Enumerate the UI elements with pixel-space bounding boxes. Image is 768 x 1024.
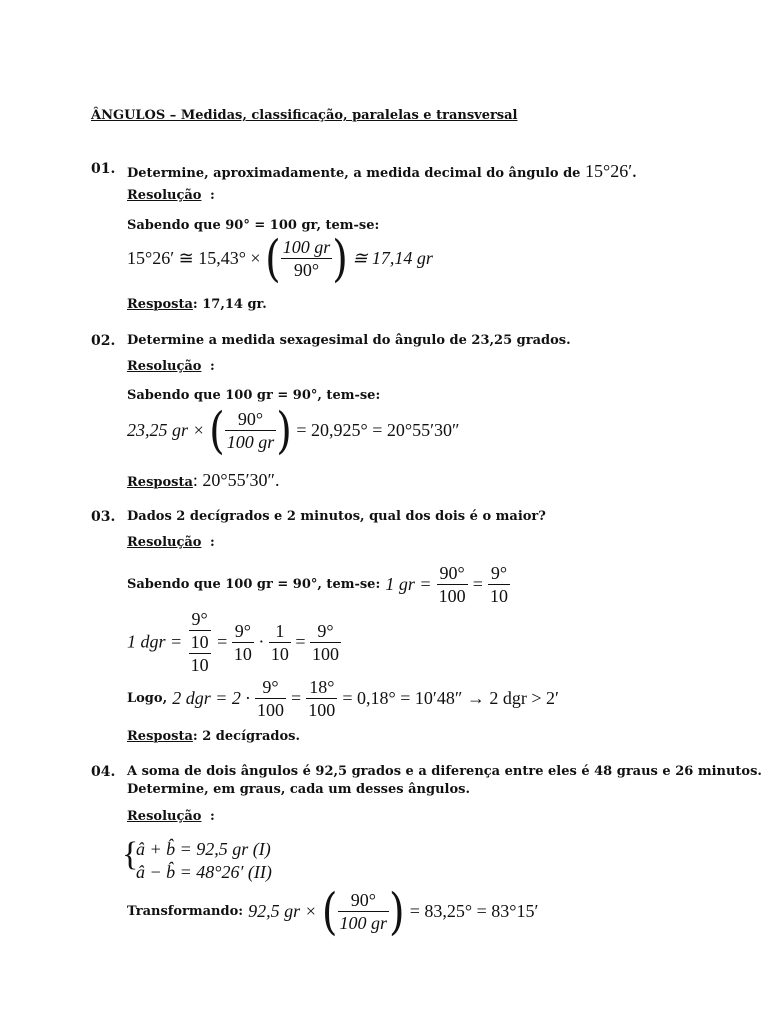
answer-value: : 17,14 gr. [192,297,267,312]
dot-operator: · [258,631,265,652]
answer-value: : 2 decígrados. [192,729,300,744]
nested-fraction: 9° 10 10 [190,609,209,675]
eq-left: 1 dgr = [127,631,183,652]
logo-label: Logo, [127,691,168,706]
step-2-equation: 1 dgr = 9° 10 10 = $\frac{9^\circ}{10}$ · $\frac{1}{10}$ = $\frac{9^\circ}{100}$ [127,609,339,675]
eq-left: 92,5 gr × [248,901,317,921]
answer-line [127,470,280,491]
fraction: $\frac{90^\circ}{100 gr}$ [226,409,275,452]
eq-left: 23,25 gr × [127,420,205,440]
fraction: $\frac{9^\circ}{10}$ [233,620,252,664]
answer-value: : 20°55′30″. [192,470,280,490]
step-1-equation [127,562,510,607]
angle-value: 15°26′ [585,161,633,181]
given-statement: Sabendo que 100 gr = 90°, tem-se: [127,388,381,403]
eq-left: 15°26′ ≅ 15,43° × [127,248,261,268]
fraction: $\frac{9^\circ}{100}$ [311,620,339,664]
resolution-label: Resolução [127,809,202,824]
eq-right: = 20,925° = 20°55′30″ [296,420,460,440]
given-value: 90° = 100 gr, tem-se: [225,218,380,233]
system-equation-2: â − b̂ = 48°26′ (II) [136,862,272,882]
fraction: $\frac{18^\circ}{100}$ [308,677,336,720]
fraction: $\frac{1}{10}$ [270,620,289,664]
page-title: ÂNGULOS – Medidas, classificação, paralelas e transversal [91,108,518,123]
question-text [127,161,637,182]
resolution-label: Resolução [127,188,202,203]
answer-label: Resposta [127,729,193,744]
resolution-label: Resolução [127,359,202,374]
step-3-equation: Logo, 2 dgr = 2 · $\frac{9^\circ}{100}$ = $\frac{18^\circ}{100}$ = 0,18° = 10′48″ → 2 dgr > 2′ [127,677,559,720]
eq-left: 2 dgr = 2 · [172,688,250,708]
question-statement-line-2: Determine, em graus, cada um desses ângulos. [127,782,470,797]
fraction: $\frac{90^\circ}{100}$ [438,563,466,606]
given-statement: Sabendo que 100 gr = 90°, tem-se: [127,577,381,592]
answer-label: Resposta [127,297,193,312]
answer-line [127,729,300,744]
fraction: $\frac{90^\circ}{100 gr}$ [339,890,388,933]
answer-line [127,297,267,312]
given-prefix: Sabendo que [127,218,221,233]
eq-right: = 0,18° = 10′48″ → 2 dgr > 2′ [342,688,559,708]
conversion-equation: 23,25 gr × ( $\frac{90^\circ}{100 gr}$ ) = 20,925° = 20°55′30″ [127,401,460,460]
question-statement: Determine a medida sexagesimal do ângulo de 23,25 grados. [127,333,571,348]
fraction: $\frac{9^\circ}{10}$ [489,563,508,606]
transform-equation: Transformando: 92,5 gr × ( $\frac{90^\circ}{100 gr}$ ) = 83,25° = 83°15′ [127,882,539,941]
system-equation-1: â + b̂ = 92,5 gr (I) [136,839,271,859]
fraction: $\frac{9^\circ}{100}$ [256,677,284,720]
question-number: 02. [91,333,116,349]
answer-label: Resposta [127,475,193,490]
resolution-label: Resolução [127,535,202,550]
question-number: 04. [91,764,116,780]
transform-label: Transformando: [127,904,244,919]
question-statement-line-1: A soma de dois ângulos é 92,5 grados e a diferença entre eles é 48 graus e 26 minutos. [127,764,762,779]
eq-right: ≅ 17,14 gr [352,248,433,268]
question-statement: Dados 2 decígrados e 2 minutos, qual dos dois é o maior? [127,509,546,524]
system-brace: { [122,836,139,873]
question-number: 03. [91,509,116,525]
question-number: 01. [91,161,116,177]
eq-left: 1 gr = [385,574,432,594]
statement-end: . [632,166,637,181]
question-statement: Determine, aproximadamente, a medida decimal do ângulo de [127,166,581,181]
conversion-equation: 15°26′ ≅ 15,43° × ( $\frac{100 gr}{90^\circ}$ ) ≅ 17,14 gr [127,229,433,288]
fraction: $\frac{100 gr}{90^\circ}$ [282,237,331,280]
eq-right: = 83,25° = 83°15′ [409,901,539,921]
equals-sign: = [472,574,483,594]
